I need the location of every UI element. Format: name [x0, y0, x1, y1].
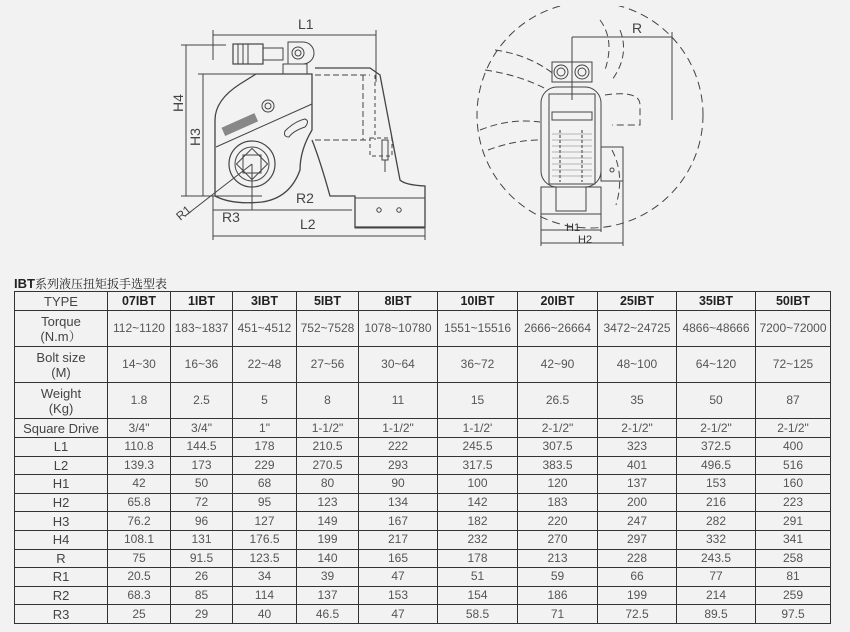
row-label: H1	[15, 475, 108, 494]
model-header: 25IBT	[598, 292, 677, 311]
table-cell: 72	[171, 493, 233, 512]
dim-label-R2: R2	[296, 190, 314, 206]
table-cell: 90	[359, 475, 438, 494]
table-cell: 2-1/2"	[598, 419, 677, 438]
technical-drawings	[0, 0, 850, 265]
table-cell: 140	[297, 549, 359, 568]
table-cell: 42	[108, 475, 171, 494]
spec-table	[14, 291, 831, 624]
table-cell: 7200~72000	[756, 311, 831, 347]
table-cell: 3472~24725	[598, 311, 677, 347]
row-label: Square Drive	[15, 419, 108, 438]
table-cell: 383.5	[518, 456, 598, 475]
table-row-R3	[15, 605, 831, 624]
table-cell: 120	[518, 475, 598, 494]
table-title	[14, 275, 167, 292]
table-cell: 127	[233, 512, 297, 531]
table-cell: 68	[233, 475, 297, 494]
dim-label-L2: L2	[300, 216, 316, 232]
table-cell: 1"	[233, 419, 297, 438]
table-cell: 80	[297, 475, 359, 494]
table-cell: 15	[438, 383, 518, 419]
table-cell: 4866~48666	[677, 311, 756, 347]
table-cell: 317.5	[438, 456, 518, 475]
table-cell: 85	[171, 586, 233, 605]
table-cell: 232	[438, 530, 518, 549]
title-latin: IBT	[14, 276, 35, 291]
table-cell: 108.1	[108, 530, 171, 549]
table-cell: 8	[297, 383, 359, 419]
table-cell: 68.3	[108, 586, 171, 605]
model-header: 50IBT	[756, 292, 831, 311]
table-cell: 200	[598, 493, 677, 512]
table-cell: 243.5	[677, 549, 756, 568]
table-cell: 400	[756, 438, 831, 457]
row-label: Weight (Kg)	[15, 383, 108, 419]
table-cell: 176.5	[233, 530, 297, 549]
table-cell: 165	[359, 549, 438, 568]
model-header: 1IBT	[171, 292, 233, 311]
table-cell: 75	[108, 549, 171, 568]
table-cell: 1-1/2"	[359, 419, 438, 438]
table-cell: 291	[756, 512, 831, 531]
table-cell: 91.5	[171, 549, 233, 568]
table-cell: 220	[518, 512, 598, 531]
table-row-H1	[15, 475, 831, 494]
model-header: 5IBT	[297, 292, 359, 311]
table-cell: 259	[756, 586, 831, 605]
table-cell: 97.5	[756, 605, 831, 624]
table-cell: 1551~15516	[438, 311, 518, 347]
table-cell: 341	[756, 530, 831, 549]
row-label: R3	[15, 605, 108, 624]
table-cell: 35	[598, 383, 677, 419]
table-cell: 183	[518, 493, 598, 512]
table-cell: 100	[438, 475, 518, 494]
table-cell: 36~72	[438, 347, 518, 383]
table-cell: 96	[171, 512, 233, 531]
table-cell: 297	[598, 530, 677, 549]
row-label: Bolt size (M)	[15, 347, 108, 383]
table-cell: 65.8	[108, 493, 171, 512]
table-cell: 228	[598, 549, 677, 568]
table-row-square-drive	[15, 419, 831, 438]
table-row-L1	[15, 438, 831, 457]
table-cell: 332	[677, 530, 756, 549]
row-label: R	[15, 549, 108, 568]
table-cell: 199	[598, 586, 677, 605]
table-cell: 154	[438, 586, 518, 605]
model-header: 10IBT	[438, 292, 518, 311]
table-cell: 50	[171, 475, 233, 494]
model-header: 3IBT	[233, 292, 297, 311]
table-cell: 72~125	[756, 347, 831, 383]
model-header: 8IBT	[359, 292, 438, 311]
table-cell: 323	[598, 438, 677, 457]
table-cell: 2.5	[171, 383, 233, 419]
table-cell: 216	[677, 493, 756, 512]
table-cell: 51	[438, 568, 518, 587]
dim-label-H4: H4	[170, 94, 186, 112]
table-cell: 223	[756, 493, 831, 512]
table-cell: 39	[297, 568, 359, 587]
table-cell: 27~56	[297, 347, 359, 383]
table-cell: 516	[756, 456, 831, 475]
table-cell: 72.5	[598, 605, 677, 624]
table-cell: 5	[233, 383, 297, 419]
table-cell: 131	[171, 530, 233, 549]
row-label: H3	[15, 512, 108, 531]
table-cell: 451~4512	[233, 311, 297, 347]
table-cell: 66	[598, 568, 677, 587]
table-cell: 245.5	[438, 438, 518, 457]
table-cell: 25	[108, 605, 171, 624]
model-header: 07IBT	[108, 292, 171, 311]
table-cell: 153	[677, 475, 756, 494]
table-cell: 182	[438, 512, 518, 531]
table-cell: 58.5	[438, 605, 518, 624]
table-cell: 2-1/2"	[756, 419, 831, 438]
table-cell: 178	[438, 549, 518, 568]
model-header: 20IBT	[518, 292, 598, 311]
table-cell: 149	[297, 512, 359, 531]
dim-label-L1: L1	[298, 16, 314, 32]
row-label: R1	[15, 568, 108, 587]
table-cell: 47	[359, 568, 438, 587]
table-row-R2	[15, 586, 831, 605]
table-cell: 2-1/2"	[518, 419, 598, 438]
dim-label-R1: R1	[173, 202, 195, 224]
table-cell: 270.5	[297, 456, 359, 475]
table-cell: 752~7528	[297, 311, 359, 347]
table-cell: 167	[359, 512, 438, 531]
table-row-R	[15, 549, 831, 568]
table-cell: 81	[756, 568, 831, 587]
type-header: TYPE	[15, 292, 108, 311]
table-cell: 1078~10780	[359, 311, 438, 347]
table-cell: 29	[171, 605, 233, 624]
header-row	[15, 292, 831, 311]
table-row-torque	[15, 311, 831, 347]
table-cell: 270	[518, 530, 598, 549]
table-cell: 46.5	[297, 605, 359, 624]
table-cell: 20.5	[108, 568, 171, 587]
table-cell: 1.8	[108, 383, 171, 419]
table-cell: 2-1/2"	[677, 419, 756, 438]
dim-label-R: R	[632, 20, 643, 36]
table-cell: 123.5	[233, 549, 297, 568]
table-cell: 210.5	[297, 438, 359, 457]
table-cell: 229	[233, 456, 297, 475]
table-row-H4	[15, 530, 831, 549]
table-cell: 34	[233, 568, 297, 587]
table-cell: 213	[518, 549, 598, 568]
table-cell: 282	[677, 512, 756, 531]
table-cell: 89.5	[677, 605, 756, 624]
table-cell: 222	[359, 438, 438, 457]
table-row-H3	[15, 512, 831, 531]
table-row-bolt-size	[15, 347, 831, 383]
model-header: 35IBT	[677, 292, 756, 311]
table-row-R1	[15, 568, 831, 587]
table-cell: 59	[518, 568, 598, 587]
table-cell: 214	[677, 586, 756, 605]
table-cell: 186	[518, 586, 598, 605]
table-cell: 142	[438, 493, 518, 512]
table-cell: 26.5	[518, 383, 598, 419]
row-label: Torque (N.m）	[15, 311, 108, 347]
table-cell: 77	[677, 568, 756, 587]
table-cell: 307.5	[518, 438, 598, 457]
table-cell: 50	[677, 383, 756, 419]
table-cell: 87	[756, 383, 831, 419]
table-row-L2	[15, 456, 831, 475]
dim-label-R3: R3	[222, 209, 240, 225]
table-cell: 42~90	[518, 347, 598, 383]
table-cell: 401	[598, 456, 677, 475]
row-label: L2	[15, 456, 108, 475]
dim-label-H2: H2	[578, 234, 593, 246]
table-cell: 153	[359, 586, 438, 605]
table-cell: 217	[359, 530, 438, 549]
row-label: H2	[15, 493, 108, 512]
table-cell: 64~120	[677, 347, 756, 383]
table-cell: 47	[359, 605, 438, 624]
row-label: R2	[15, 586, 108, 605]
table-cell: 40	[233, 605, 297, 624]
dim-label-H3: H3	[187, 128, 203, 146]
table-cell: 199	[297, 530, 359, 549]
table-cell: 183~1837	[171, 311, 233, 347]
row-label: L1	[15, 438, 108, 457]
table-cell: 110.8	[108, 438, 171, 457]
table-cell: 134	[359, 493, 438, 512]
table-cell: 3/4"	[171, 419, 233, 438]
table-cell: 71	[518, 605, 598, 624]
table-cell: 1-1/2"	[297, 419, 359, 438]
title-chinese: 系列液压扭矩扳手选型表	[34, 277, 167, 291]
table-cell: 139.3	[108, 456, 171, 475]
table-cell: 26	[171, 568, 233, 587]
dim-label-H1: H1	[566, 222, 581, 234]
table-cell: 258	[756, 549, 831, 568]
table-cell: 137	[297, 586, 359, 605]
table-cell: 160	[756, 475, 831, 494]
table-cell: 30~64	[359, 347, 438, 383]
table-cell: 11	[359, 383, 438, 419]
table-cell: 1-1/2'	[438, 419, 518, 438]
table-cell: 178	[233, 438, 297, 457]
table-cell: 48~100	[598, 347, 677, 383]
table-cell: 293	[359, 456, 438, 475]
table-cell: 14~30	[108, 347, 171, 383]
table-cell: 2666~26664	[518, 311, 598, 347]
table-cell: 76.2	[108, 512, 171, 531]
table-cell: 3/4"	[108, 419, 171, 438]
table-cell: 173	[171, 456, 233, 475]
table-cell: 114	[233, 586, 297, 605]
table-cell: 247	[598, 512, 677, 531]
table-cell: 496.5	[677, 456, 756, 475]
front-view-drawing	[460, 6, 720, 261]
table-cell: 137	[598, 475, 677, 494]
table-cell: 95	[233, 493, 297, 512]
table-cell: 22~48	[233, 347, 297, 383]
table-cell: 372.5	[677, 438, 756, 457]
table-row-H2	[15, 493, 831, 512]
table-row-weight	[15, 383, 831, 419]
row-label: H4	[15, 530, 108, 549]
table-cell: 112~1120	[108, 311, 171, 347]
table-cell: 123	[297, 493, 359, 512]
table-cell: 16~36	[171, 347, 233, 383]
table-cell: 144.5	[171, 438, 233, 457]
